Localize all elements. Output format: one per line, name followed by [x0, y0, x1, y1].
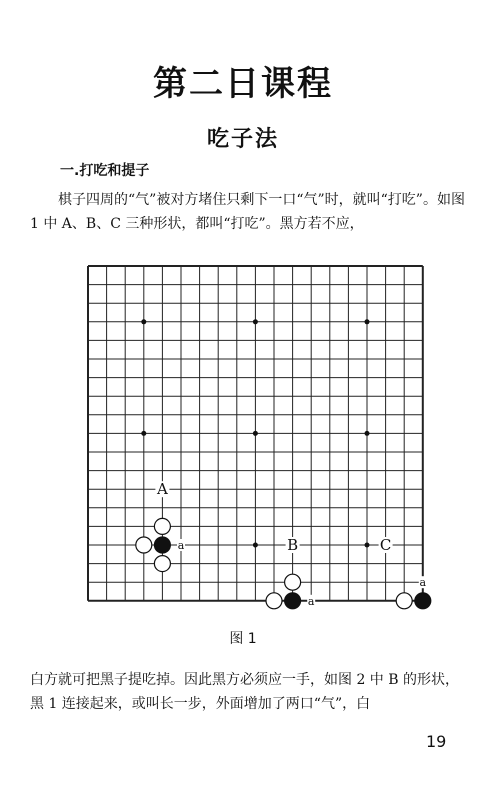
page-subtitle: 吃子法: [206, 126, 279, 152]
star-point: [365, 543, 370, 548]
white-stone: [154, 518, 170, 534]
black-stone: [285, 593, 301, 609]
white-stone: [396, 593, 412, 609]
white-stone: [266, 593, 282, 609]
page-number: 19: [426, 732, 447, 751]
star-point: [253, 319, 258, 324]
point-label: a: [307, 594, 315, 608]
black-stone: [154, 537, 170, 553]
star-point: [141, 431, 146, 436]
white-stone: [136, 537, 152, 553]
paragraph-2: 白方就可把黑子提吃掉。因此黑方必须应一手，如图 2 中 B 的形状，黑 1 连接起来，或叫长一步，外面增加了两口“气”，白: [30, 672, 459, 712]
point-label: A: [156, 480, 168, 499]
star-point: [253, 431, 258, 436]
star-point: [253, 543, 258, 548]
figure-caption: 图 1: [229, 631, 257, 647]
paragraph-1: 棋子四周的“气”被对方堵住只剩下一口“气”时，就叫“打吃”。如图 1 中 A、B、C 三种形状，都叫“打吃”。黑方若不应，: [30, 192, 465, 232]
page-title: 第二日课程: [153, 64, 333, 104]
white-stone: [285, 574, 301, 590]
go-board-figure: [82, 262, 427, 614]
point-label: C: [379, 536, 392, 554]
black-stone: [415, 593, 431, 609]
section-heading: 一.打吃和提子: [60, 163, 150, 179]
point-label: a: [419, 576, 427, 590]
star-point: [365, 431, 370, 436]
point-label: a: [177, 539, 185, 552]
star-point: [365, 319, 370, 324]
point-label: B: [287, 536, 299, 554]
white-stone: [154, 556, 170, 572]
star-point: [141, 319, 146, 324]
